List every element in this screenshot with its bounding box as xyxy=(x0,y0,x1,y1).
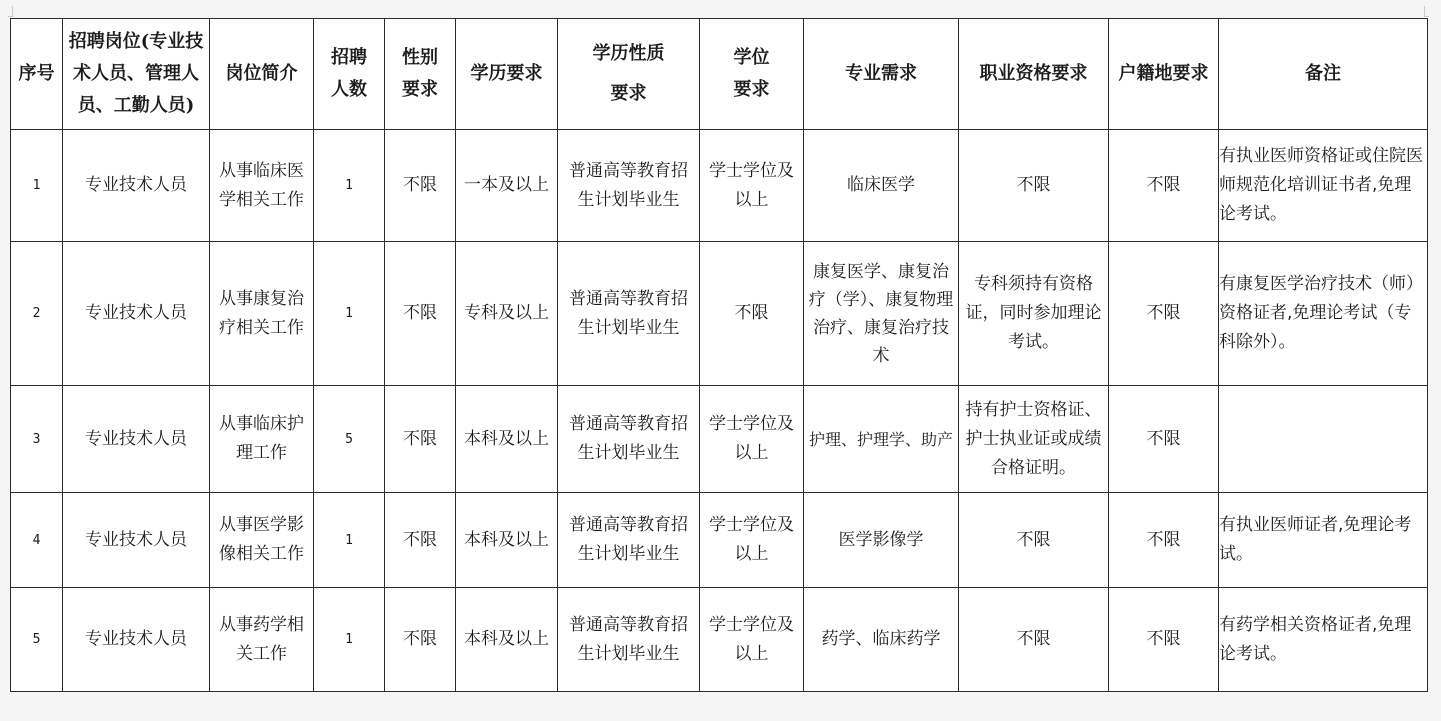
cell-brief: 从事医学影像相关工作 xyxy=(210,493,314,588)
cell-position: 专业技术人员 xyxy=(63,242,210,386)
cell-gender: 不限 xyxy=(385,386,456,493)
table-row xyxy=(11,493,1428,588)
header-household: 户籍地要求 xyxy=(1109,19,1219,130)
cell-edu-nature: 普通高等教育招生计划毕业生 xyxy=(558,130,700,242)
header-major: 专业需求 xyxy=(804,19,959,130)
cell-brief: 从事康复治疗相关工作 xyxy=(210,242,314,386)
header-edu-nature: 学历性质要求 xyxy=(558,19,700,130)
cell-edu-nature: 普通高等教育招生计划毕业生 xyxy=(558,242,700,386)
cell-degree: 不限 xyxy=(700,242,804,386)
cell-remarks: 有康复医学治疗技术（师）资格证者,免理论考试（专科除外）。 xyxy=(1219,242,1428,386)
header-qualification: 职业资格要求 xyxy=(959,19,1109,130)
cell-seq: 3 xyxy=(11,386,63,493)
cell-qualification: 专科须持有资格证，同时参加理论考试。 xyxy=(959,242,1109,386)
cell-major: 护理、护理学、助产 xyxy=(804,386,959,493)
header-position: 招聘岗位(专业技术人员、管理人员、工勤人员) xyxy=(63,19,210,130)
cell-seq: 2 xyxy=(11,242,63,386)
cell-household: 不限 xyxy=(1109,588,1219,692)
table-header-row xyxy=(11,19,1428,130)
cell-edu-nature: 普通高等教育招生计划毕业生 xyxy=(558,386,700,493)
header-degree: 学位要求 xyxy=(700,19,804,130)
cell-remarks: 有执业医师资格证或住院医师规范化培训证书者,免理论考试。 xyxy=(1219,130,1428,242)
cell-count: 1 xyxy=(314,130,385,242)
cell-degree: 学士学位及以上 xyxy=(700,493,804,588)
cell-degree: 学士学位及以上 xyxy=(700,588,804,692)
table-row xyxy=(11,386,1428,493)
cell-seq: 5 xyxy=(11,588,63,692)
cell-qualification: 不限 xyxy=(959,588,1109,692)
cell-household: 不限 xyxy=(1109,386,1219,493)
cell-remarks: 有药学相关资格证者,免理论考试。 xyxy=(1219,588,1428,692)
cell-position: 专业技术人员 xyxy=(63,386,210,493)
page-corner-mark xyxy=(8,6,13,17)
cell-seq: 1 xyxy=(11,130,63,242)
page-corner-mark xyxy=(1424,6,1429,17)
cell-major: 药学、临床药学 xyxy=(804,588,959,692)
recruitment-table xyxy=(10,18,1428,692)
cell-major: 临床医学 xyxy=(804,130,959,242)
cell-position: 专业技术人员 xyxy=(63,493,210,588)
cell-position: 专业技术人员 xyxy=(63,130,210,242)
cell-remarks xyxy=(1219,386,1428,493)
cell-seq: 4 xyxy=(11,493,63,588)
cell-education: 专科及以上 xyxy=(456,242,558,386)
cell-household: 不限 xyxy=(1109,242,1219,386)
cell-brief: 从事临床医学相关工作 xyxy=(210,130,314,242)
cell-count: 5 xyxy=(314,386,385,493)
cell-position: 专业技术人员 xyxy=(63,588,210,692)
cell-qualification: 不限 xyxy=(959,493,1109,588)
cell-education: 本科及以上 xyxy=(456,386,558,493)
cell-brief: 从事临床护理工作 xyxy=(210,386,314,493)
cell-edu-nature: 普通高等教育招生计划毕业生 xyxy=(558,493,700,588)
cell-qualification: 不限 xyxy=(959,130,1109,242)
cell-household: 不限 xyxy=(1109,130,1219,242)
cell-education: 本科及以上 xyxy=(456,493,558,588)
cell-education: 本科及以上 xyxy=(456,588,558,692)
table-row xyxy=(11,242,1428,386)
cell-count: 1 xyxy=(314,493,385,588)
header-seq: 序号 xyxy=(11,19,63,130)
cell-major: 康复医学、康复治疗（学）、康复物理治疗、康复治疗技术 xyxy=(804,242,959,386)
cell-education: 一本及以上 xyxy=(456,130,558,242)
cell-gender: 不限 xyxy=(385,588,456,692)
header-count: 招聘人数 xyxy=(314,19,385,130)
cell-count: 1 xyxy=(314,242,385,386)
cell-brief: 从事药学相关工作 xyxy=(210,588,314,692)
cell-degree: 学士学位及以上 xyxy=(700,386,804,493)
cell-count: 1 xyxy=(314,588,385,692)
cell-gender: 不限 xyxy=(385,493,456,588)
table-row xyxy=(11,130,1428,242)
header-gender: 性别要求 xyxy=(385,19,456,130)
cell-gender: 不限 xyxy=(385,242,456,386)
table-row xyxy=(11,588,1428,692)
header-remarks: 备注 xyxy=(1219,19,1428,130)
cell-edu-nature: 普通高等教育招生计划毕业生 xyxy=(558,588,700,692)
header-education: 学历要求 xyxy=(456,19,558,130)
header-brief: 岗位简介 xyxy=(210,19,314,130)
cell-remarks: 有执业医师证者,免理论考试。 xyxy=(1219,493,1428,588)
cell-qualification: 持有护士资格证、护士执业证或成绩合格证明。 xyxy=(959,386,1109,493)
cell-major: 医学影像学 xyxy=(804,493,959,588)
cell-gender: 不限 xyxy=(385,130,456,242)
cell-household: 不限 xyxy=(1109,493,1219,588)
cell-degree: 学士学位及以上 xyxy=(700,130,804,242)
